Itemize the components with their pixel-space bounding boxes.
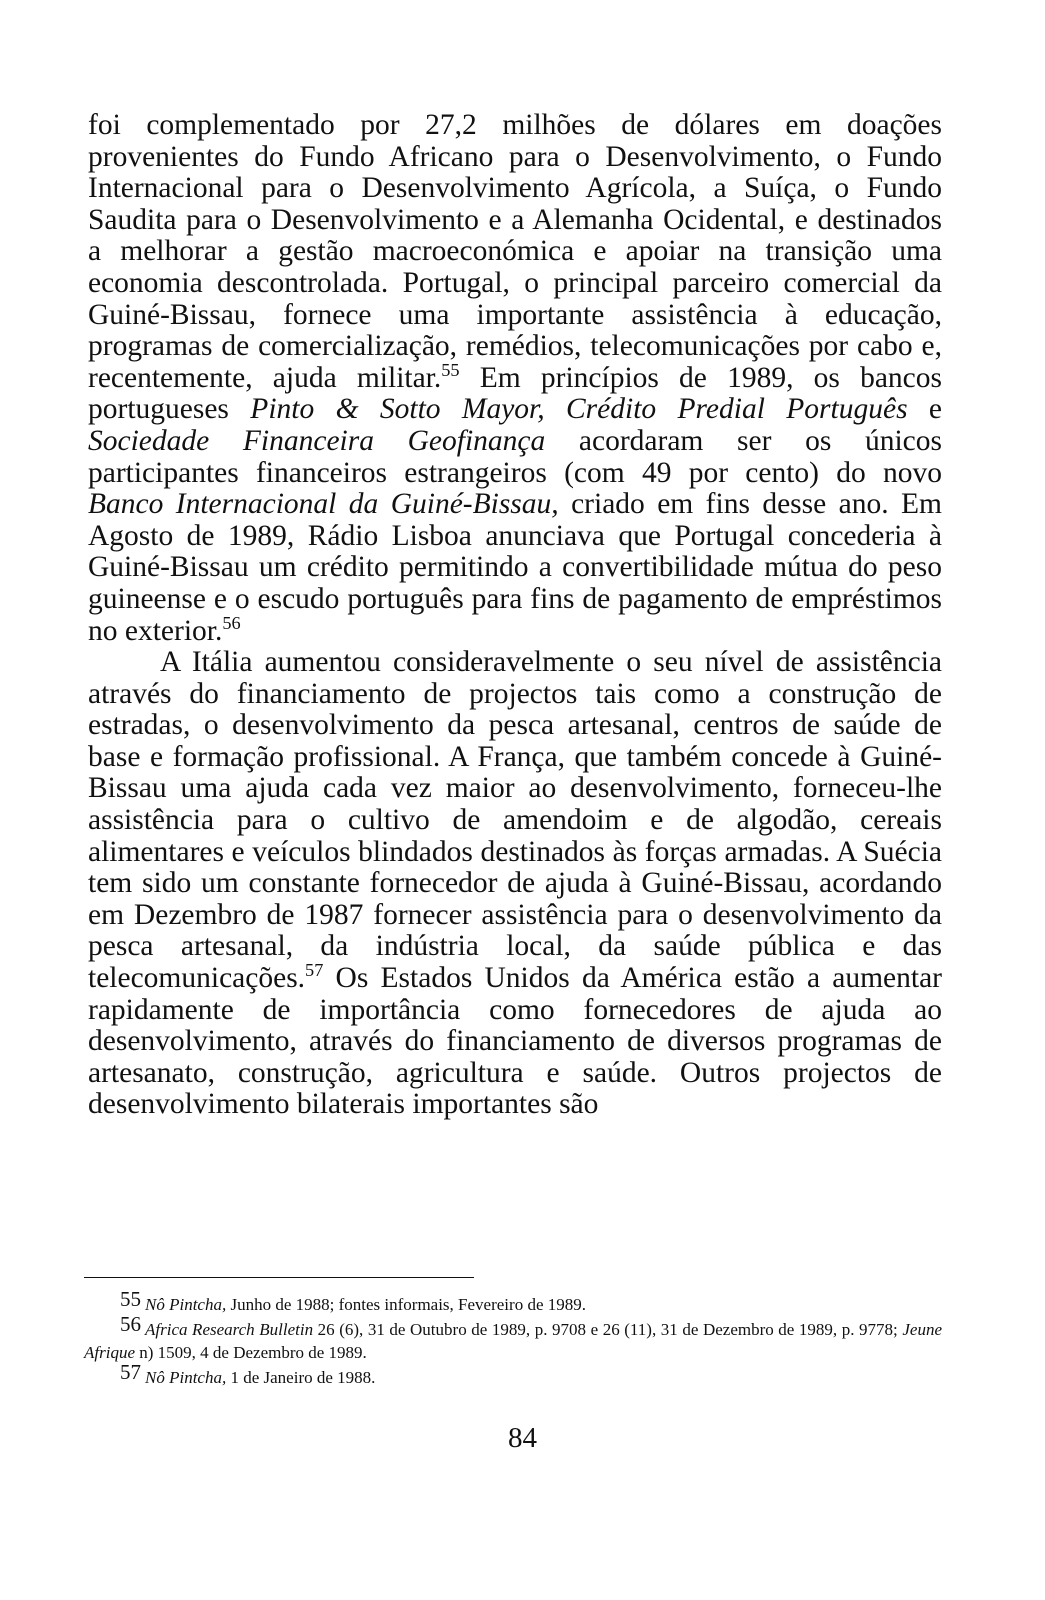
page-body (88, 110, 942, 1121)
footnote-source: Africa Research Bulletin (145, 1320, 314, 1339)
bank-name-banco-internacional: Banco Internacional da Guiné-Bissau, (88, 488, 559, 521)
footnote-56 (84, 1312, 942, 1364)
footnote-text-2: n) 1509, 4 de Dezembro de 1989. (135, 1343, 367, 1362)
footnote-text: Junho de 1988; fontes informais, Fevereiro de 1989. (226, 1295, 586, 1314)
paragraph-2-text-2: Os Estados Unidos da América estão a aumentar rapidamente de importância como fornecedores de ajuda ao desenvolvimento, através do financiamento de diversos programas de artesanato, construção, agricultura e saúde. Outros projectos de desenvolvimento bilaterais importantes são (88, 962, 942, 1121)
footnote-55 (84, 1287, 942, 1316)
footnote-ref-55: 55 (441, 359, 460, 380)
footnote-source: Nô Pintcha, (145, 1368, 227, 1387)
paragraph-2-text-1: A Itália aumentou consideravelmente o seu nível de assistência através do financiamento de projectos tais como a construção de estradas, o desenvolvimento da pesca artesanal, centros de saúde de base e formação profissional. A França, que também concede à Guiné-Bissau uma ajuda cada vez maior ao desenvolvimento, forneceu-lhe assistência para o cultivo de amendoim e de algodão, cereais alimentares e veículos blindados destinados às forças armadas. A Suécia tem sido um constante fornecedor de ajuda à Guiné-Bissau, acordando em Dezembro de 1987 fornecer assistência para o desenvolvimento da pesca artesanal, da indústria local, da saúde pública e das telecomunicações. (88, 646, 942, 995)
page-number: 84 (508, 1422, 537, 1454)
footnotes (84, 1287, 942, 1391)
footnote-number: 55 (120, 1287, 141, 1311)
paragraph-1-text-3: acordaram ser os únicos participantes financeiros estrangeiros (com 49 por cento) do novo (88, 424, 942, 489)
footnote-source-2: Jeune Afrique (84, 1320, 942, 1362)
paragraph-1-text-2: Em princípios de 1989, os bancos portugueses (88, 361, 942, 426)
footnote-number: 57 (120, 1360, 141, 1384)
footnote-text: 26 (6), 31 de Outubro de 1989, p. 9708 e 26 (11), 31 de Dezembro de 1989, p. 9778; (313, 1320, 903, 1339)
paragraph-2 (88, 647, 942, 1121)
paragraph-1-conjunction: e (907, 393, 943, 426)
bank-name-geofinanca: Sociedade Financeira Geofinança (88, 424, 546, 457)
paragraph-1 (88, 110, 942, 647)
bank-name-pinto-sotto-mayor: Pinto & Sotto Mayor, Crédito Predial Português (250, 393, 908, 426)
footnote-text: 1 de Janeiro de 1988. (226, 1368, 376, 1387)
paragraph-1-text-1: foi complementado por 27,2 milhões de dólares em doações provenientes do Fundo Africano para o Desenvolvimento, o Fundo Internacional para o Desenvolvimento Agrícola, a Suíça, o Fundo Saudita para o Desenvolvimento e a Alemanha Ocidental, e destinados a melhorar a gestão macroeconómica e apoiar na transição uma economia descontrolada. Portugal, o principal parceiro comercial da Guiné-Bissau, fornece uma importante assistência à educação, programas de comercialização, remédios, telecomunicações por cabo e, recentemente, ajuda militar. (88, 109, 942, 394)
footnote-ref-57: 57 (305, 960, 324, 981)
footnote-ref-56: 56 (222, 612, 241, 633)
footnote-number: 56 (120, 1312, 141, 1336)
footnote-separator (84, 1277, 474, 1278)
paragraph-1-text-4: criado em fins desse ano. Em Agosto de 1989, Rádio Lisboa anunciava que Portugal concederia à Guiné-Bissau um crédito permitindo a convertibilidade mútua do peso guineense e o escudo português para fins de pagamento de empréstimos no exterior. (88, 488, 943, 647)
footnote-57 (84, 1360, 942, 1389)
footnote-source: Nô Pintcha, (145, 1295, 227, 1314)
